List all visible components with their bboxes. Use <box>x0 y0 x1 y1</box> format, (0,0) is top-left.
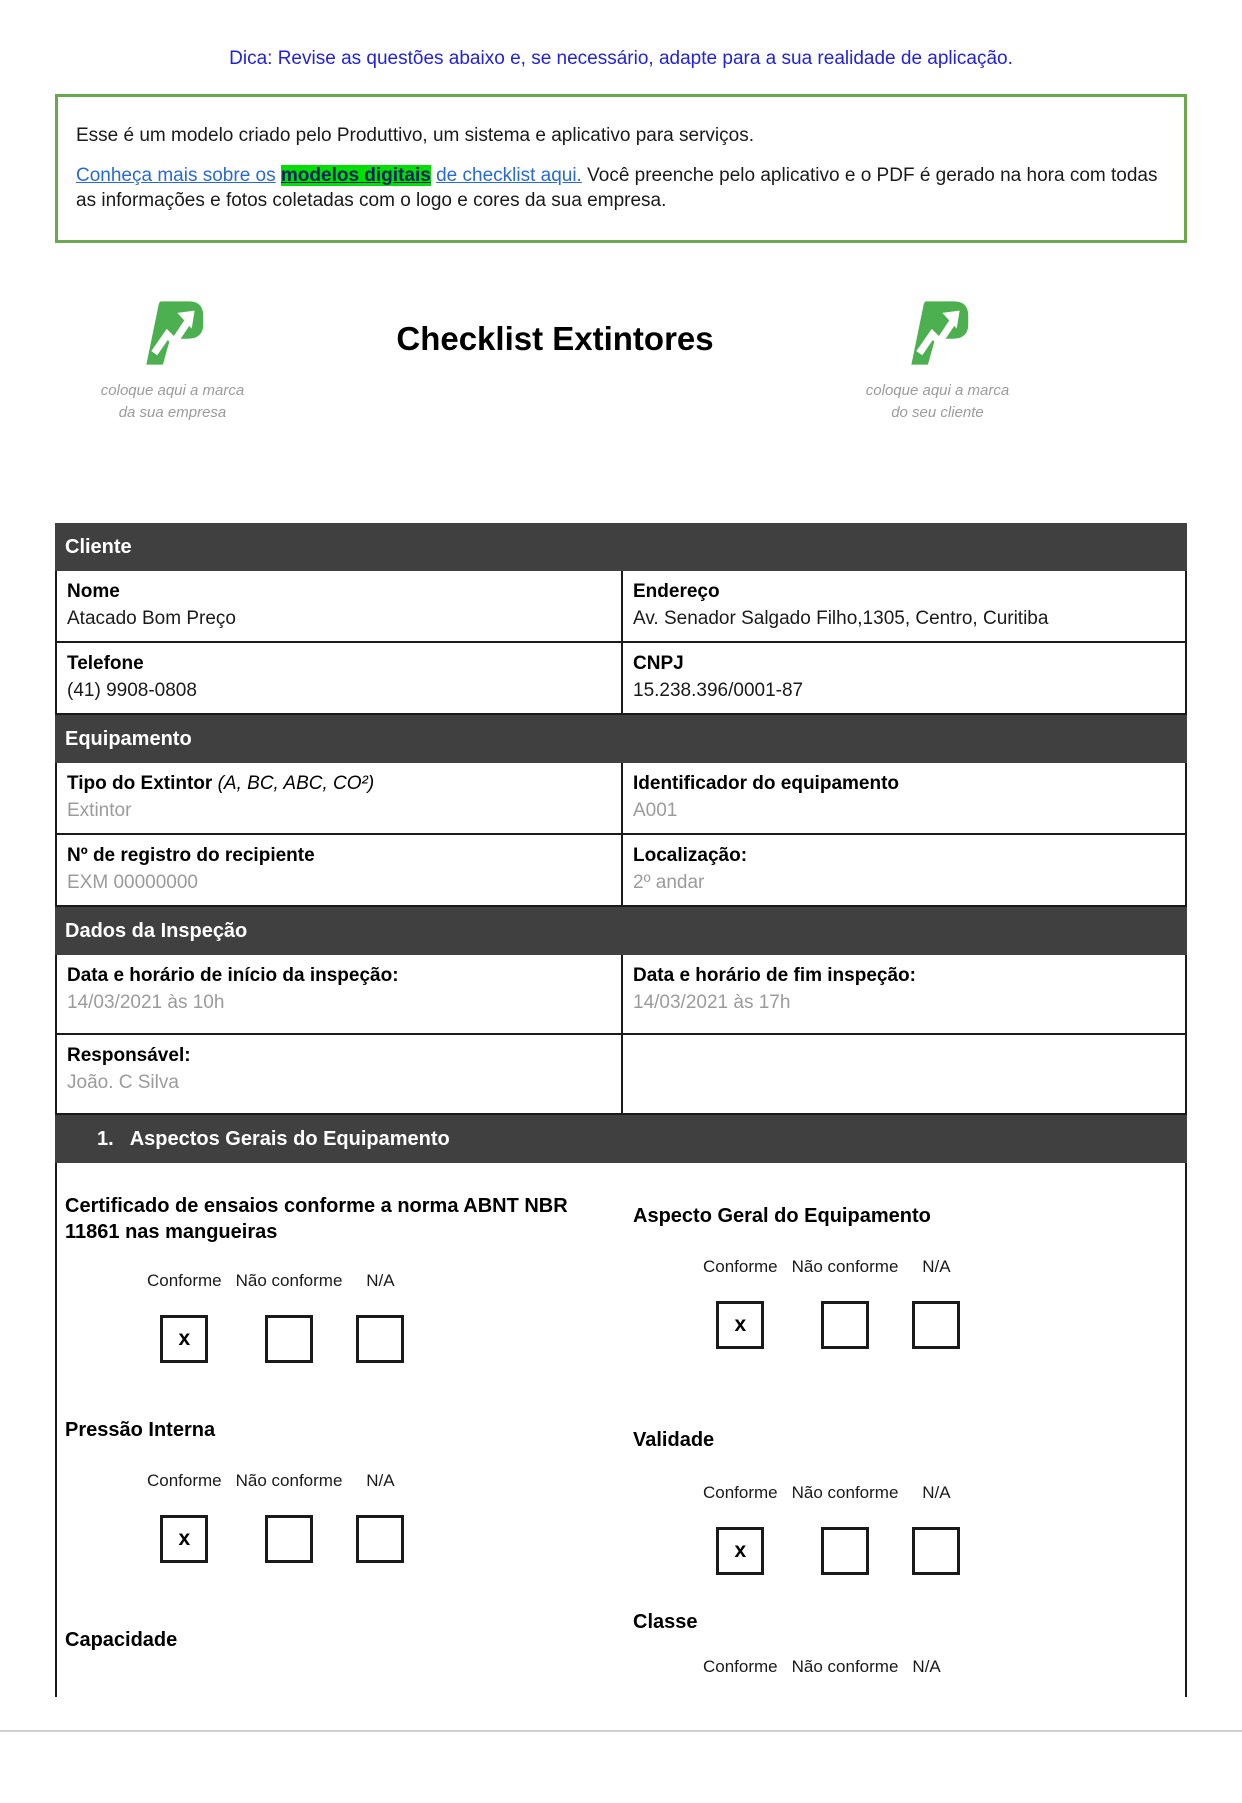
checkbox-conforme: x <box>716 1527 764 1575</box>
option-label: N/A <box>922 1483 951 1503</box>
checkbox-nao-conforme <box>821 1527 869 1575</box>
checkbox-conforme: x <box>160 1515 208 1563</box>
option-label: N/A <box>922 1257 951 1277</box>
questions-area <box>55 1163 1187 1697</box>
field-value: Atacado Bom Preço <box>67 608 236 630</box>
link-de-checklist-aqui[interactable]: de checklist aqui. <box>436 164 582 186</box>
option-conforme <box>147 1471 222 1563</box>
option-label: N/A <box>912 1657 941 1677</box>
question-title-capacidade: Capacidade <box>65 1629 178 1652</box>
field-localizacao <box>621 835 1185 905</box>
field-label: CNPJ <box>633 653 684 675</box>
section-header-dados-inspecao: Dados da Inspeção <box>55 907 1187 955</box>
tip-text: Dica: Revise as questões abaixo e, se necessário, adapte para a sua realidade de aplicação. <box>229 48 1013 69</box>
tipo-hint: (A, BC, ABC, CO²) <box>217 773 375 795</box>
checkbox-na <box>912 1301 960 1349</box>
option-label: Não conforme <box>791 1657 899 1677</box>
options-group-pressao-interna <box>147 1471 621 1563</box>
field-label: Data e horário de início da inspeção: <box>67 965 399 987</box>
field-cnpj <box>621 643 1185 713</box>
table-row <box>55 643 1187 715</box>
question-title-classe: Classe <box>633 1611 698 1634</box>
option-nao-conforme <box>236 1471 343 1563</box>
field-value: (41) 9908-0808 <box>67 680 197 702</box>
form-tables <box>55 523 1187 1697</box>
section-title: Aspectos Gerais do Equipamento <box>129 1127 450 1150</box>
client-caption-line2: do seu cliente <box>891 403 984 421</box>
section-header-equipamento: Equipamento <box>55 715 1187 763</box>
client-logo-caption <box>820 380 1055 424</box>
field-value: 14/03/2021 às 10h <box>67 992 225 1014</box>
option-label: Conforme <box>147 1271 222 1291</box>
table-row <box>55 763 1187 835</box>
page-title: Checklist Extintores <box>396 319 714 357</box>
question-title-validade: Validade <box>633 1429 715 1452</box>
option-nao-conforme <box>792 1257 899 1349</box>
questions-left-column <box>57 1163 621 1697</box>
field-label: Responsável: <box>67 1045 191 1067</box>
option-label: N/A <box>366 1471 395 1491</box>
options-labels-classe <box>703 1657 1185 1677</box>
field-value: 14/03/2021 às 17h <box>633 992 791 1014</box>
section-header-aspectos-gerais <box>55 1115 1187 1163</box>
option-label: Não conforme <box>235 1271 343 1291</box>
option-na <box>356 1471 404 1563</box>
document-header <box>55 297 1187 424</box>
company-logo-placeholder <box>55 297 290 424</box>
field-value: 15.238.396/0001-87 <box>633 680 804 702</box>
page-boundary-line <box>0 1730 1242 1732</box>
field-label: Identificador do equipamento <box>633 773 900 795</box>
option-na <box>356 1271 404 1363</box>
field-value: A001 <box>633 800 678 822</box>
field-responsavel <box>57 1035 621 1113</box>
question-title-pressao-interna: Pressão Interna <box>65 1419 216 1442</box>
option-label: N/A <box>366 1271 395 1291</box>
field-fim-inspecao <box>621 955 1185 1033</box>
produttivo-logo-icon <box>899 297 977 369</box>
option-label: Conforme <box>703 1657 778 1677</box>
field-tipo-extintor <box>57 763 621 833</box>
option-conforme <box>703 1657 778 1677</box>
question-title-certificado: Certificado de ensaios conforme a norma ABNT NBR 11861 nas mangueiras <box>65 1195 568 1244</box>
option-conforme <box>703 1257 778 1349</box>
option-na <box>912 1657 940 1677</box>
checkbox-nao-conforme <box>821 1301 869 1349</box>
options-group-aspecto-geral <box>703 1257 1185 1349</box>
table-row <box>55 1035 1187 1115</box>
checkbox-na <box>356 1515 404 1563</box>
company-logo-caption <box>55 380 290 424</box>
checkbox-conforme: x <box>716 1301 764 1349</box>
checkbox-nao-conforme <box>265 1315 313 1363</box>
link-modelos-digitais[interactable]: modelos digitais <box>280 164 431 186</box>
option-label: Conforme <box>703 1257 778 1277</box>
options-group-validade <box>703 1483 1185 1575</box>
option-na <box>912 1483 960 1575</box>
field-nome <box>57 571 621 641</box>
field-label <box>67 773 609 795</box>
field-label: Nº de registro do recipiente <box>67 845 315 867</box>
field-value: EXM 00000000 <box>67 872 198 894</box>
empty-cell <box>621 1035 1185 1113</box>
field-label: Localização: <box>633 845 748 867</box>
company-caption-line2: da sua empresa <box>118 403 227 421</box>
option-conforme <box>147 1271 222 1363</box>
info-box <box>55 94 1187 243</box>
option-nao-conforme <box>236 1271 343 1363</box>
tipo-label: Tipo do Extintor <box>67 773 213 795</box>
document-page <box>55 48 1187 1697</box>
field-value: Av. Senador Salgado Filho,1305, Centro, Curitiba <box>633 608 1049 630</box>
client-logo-placeholder <box>820 297 1055 424</box>
section-number: 1. <box>97 1127 114 1150</box>
checkbox-nao-conforme <box>265 1515 313 1563</box>
table-row <box>55 835 1187 907</box>
option-label: Não conforme <box>791 1483 899 1503</box>
field-identificador <box>621 763 1185 833</box>
field-label: Telefone <box>67 653 144 675</box>
field-endereco <box>621 571 1185 641</box>
option-nao-conforme <box>792 1657 899 1677</box>
checkbox-conforme: x <box>160 1315 208 1363</box>
option-label: Conforme <box>147 1471 222 1491</box>
field-label: Data e horário de fim inspeção: <box>633 965 916 987</box>
option-label: Não conforme <box>791 1257 899 1277</box>
option-conforme <box>703 1483 778 1575</box>
question-title-aspecto-geral: Aspecto Geral do Equipamento <box>633 1205 931 1228</box>
option-label: Não conforme <box>235 1471 343 1491</box>
produttivo-logo-icon <box>134 297 212 369</box>
field-value: João. C Silva <box>67 1072 179 1094</box>
section-header-cliente: Cliente <box>55 523 1187 571</box>
title-cell <box>290 297 820 424</box>
info-line2-rest: Você preenche pelo aplicativo e o PDF é gerado na hora com todas as informações e fotos coletadas com o logo e cores da sua empresa. <box>76 164 1158 212</box>
info-line1: Esse é um modelo criado pelo Produttivo, um sistema e aplicativo para serviços. <box>76 125 754 146</box>
options-group-certificado <box>147 1271 621 1363</box>
info-line2 <box>76 163 1166 214</box>
field-registro <box>57 835 621 905</box>
link-conheca-mais[interactable]: Conheça mais sobre os <box>76 164 276 186</box>
table-row <box>55 955 1187 1035</box>
questions-right-column <box>621 1163 1185 1697</box>
option-label: Conforme <box>703 1483 778 1503</box>
field-label: Endereço <box>633 581 720 603</box>
checkbox-na <box>912 1527 960 1575</box>
checkbox-na <box>356 1315 404 1363</box>
option-na <box>912 1257 960 1349</box>
company-caption-line1: coloque aqui a marca <box>100 381 245 399</box>
field-value: Extintor <box>67 800 132 822</box>
field-label: Nome <box>67 581 120 603</box>
client-caption-line1: coloque aqui a marca <box>865 381 1010 399</box>
table-row <box>55 571 1187 643</box>
field-inicio-inspecao <box>57 955 621 1033</box>
option-nao-conforme <box>792 1483 899 1575</box>
field-value: 2º andar <box>633 872 705 894</box>
field-telefone <box>57 643 621 713</box>
